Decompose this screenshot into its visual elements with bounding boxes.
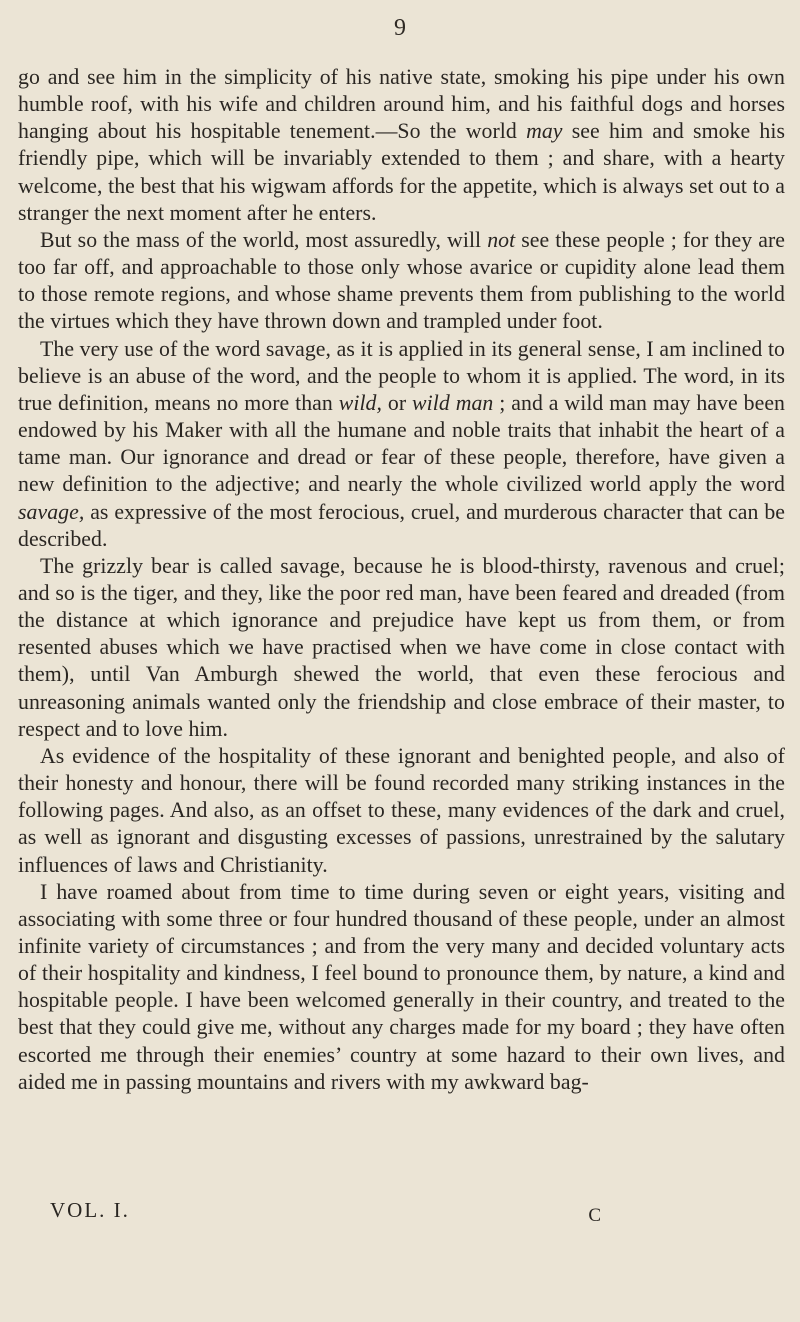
paragraph-6 bbox=[18, 879, 785, 1096]
page-footer bbox=[18, 1196, 785, 1226]
page-number: 9 bbox=[394, 15, 406, 41]
paragraph-5-text: As evidence of the hospitality of these ignorant and benighted people, and also of their honesty and honour, there will be found recorded many striking instances in the following pages. And also, as an offset to these, many evidences of the dark and cruel, as well as ignorant and disgusting excesses of passions, unrestrained by the salutary influences of laws and Christianity. bbox=[18, 743, 785, 877]
paragraph-2-italic-not: not bbox=[487, 227, 516, 252]
volume-label: VOL. I. bbox=[50, 1198, 130, 1222]
paragraph-3-text-d: as expressive of the most ferocious, cruel, and murderous character that can be described. bbox=[18, 499, 785, 551]
paragraph-4 bbox=[18, 553, 785, 743]
paragraph-3-text-c: ; and a wild man may have been endowed by his Maker with all the humane and noble traits that inhabit the heart of a tame man. Our ignorance and dread or fear of these people, therefore, have given a new definition to the adjective; and nearly the whole civilized world apply the word bbox=[18, 390, 785, 497]
body-text bbox=[18, 64, 785, 1096]
paragraph-3-text-b: or bbox=[382, 390, 413, 415]
paragraph-5 bbox=[18, 743, 785, 879]
paragraph-3 bbox=[18, 336, 785, 553]
paragraph-1-text-a: go and see him in the simplicity of his native state, smoking his pipe under his own humble roof, with his wife and children around him, and his faithful dogs and horses hanging about his hospitable tenement.—So the world bbox=[18, 65, 785, 144]
paragraph-2 bbox=[18, 227, 785, 336]
paragraph-4-text: The grizzly bear is called savage, because he is blood-thirsty, ravenous and cruel; and so is the tiger, and they, like the poor red man, have been feared and dreaded (from the distance at which ignorance and prejudice have kept us from them, or from resented abuses which we have practised when we have come in close contact with them), until Van Amburgh shewed the world, that even these ferocious and unreasoning animals wanted only the friendship and close embrace of their master, to respect and to love him. bbox=[18, 553, 785, 741]
paragraph-2-text-a: But so the mass of the world, most assuredly, will bbox=[40, 227, 488, 252]
paragraph-3-italic-wild-man: wild man bbox=[412, 390, 494, 415]
paragraph-6-text: I have roamed about from time to time during seven or eight years, visiting and associating with some three or four hundred thousand of these people, under an almost infinite variety of circumstances ; and from the very many and decided voluntary acts of their hospitality and kindness, I feel bound to pronounce them, by nature, a kind and hospitable people. I have been welcomed generally in their country, and treated to the best that they could give me, without any charges made for my board ; they have often escorted me through their enemies’ country at some hazard to their own lives, and aided me in passing mountains and rivers with my awkward bag- bbox=[18, 879, 785, 1094]
signature-mark: C bbox=[588, 1205, 601, 1226]
paragraph-3-text-a: The very use of the word savage, as it is applied in its general sense, I am inclined to believe is an abuse of the word, and the people to whom it is applied. The word, in its true definition, means no more than bbox=[18, 336, 785, 415]
paragraph-3-italic-wild: wild, bbox=[338, 390, 382, 415]
paragraph-3-italic-savage: savage, bbox=[18, 499, 85, 524]
paragraph-2-text-b: see these people ; for they are too far off, and approachable to those only whose avarice or cupidity alone lead them to those remote regions, and whose shame prevents them from publishing to the world the virtues which they have thrown down and trampled under foot. bbox=[18, 227, 785, 334]
paragraph-1-text-b: see him and smoke his friendly pipe, which will be invariably extended to them ; and share, with a hearty welcome, the best that his wigwam affords for the appetite, which is always set out to a stranger the next moment after he enters. bbox=[18, 119, 786, 225]
paragraph-1 bbox=[18, 64, 785, 227]
paragraph-1-italic-may: may bbox=[526, 119, 563, 144]
